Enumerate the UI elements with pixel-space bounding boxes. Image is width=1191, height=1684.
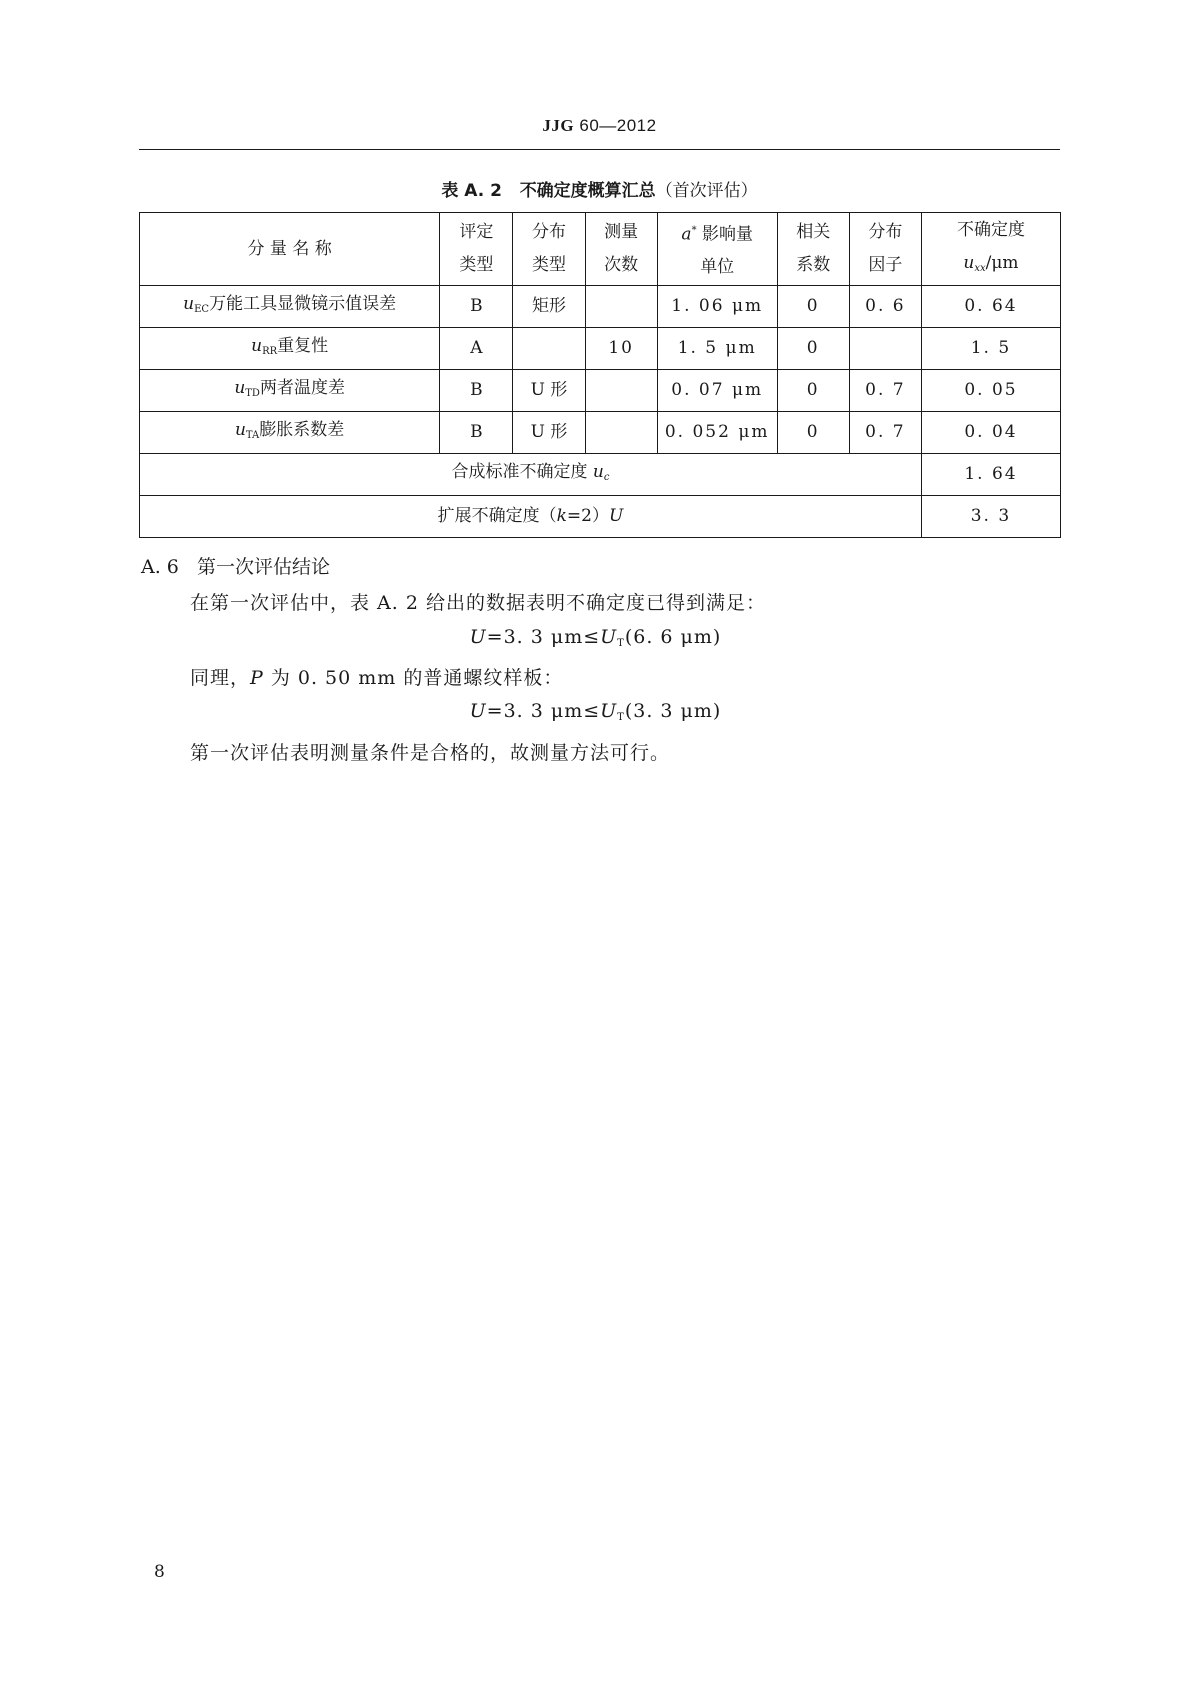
header-rule xyxy=(139,149,1060,150)
equation-2: U=3. 3 $\mu m\le U_T(3$. 3 μm) xyxy=(469,700,722,723)
page-number: 8 xyxy=(154,1562,165,1582)
paragraph-3: 第一次评估表明测量条件是合格的，故测量方法可行。 xyxy=(190,742,671,764)
section-heading xyxy=(141,552,330,579)
header-uncertainty: 不确定度 $u_{xx}/\mu m$ xyxy=(921,213,1060,286)
table-caption xyxy=(139,176,1060,201)
uncertainty-table xyxy=(139,212,1061,538)
equation-1: U=3. 3 $\mu m\le U_T(6$. 6 μm) xyxy=(469,626,722,649)
combined-uncertainty-row: 合成标准不确定度 $u_c$ 1. 64 xyxy=(140,454,1061,496)
expanded-uncertainty-row: 扩展不确定度（k=2）U 3. 3 xyxy=(140,496,1061,538)
table-note: （首次评估） xyxy=(655,181,758,201)
document-header xyxy=(139,116,1060,136)
header-component-name: 分 量 名 称 xyxy=(140,213,440,286)
table-row: $u_{RR}$重复性 A 10 1. 5 μm 0 1. 5 xyxy=(140,328,1061,370)
section-number: A. 6 xyxy=(141,556,179,578)
table-title: 不确定度概算汇总 xyxy=(519,181,656,201)
header-count: 测量 次数 xyxy=(585,213,657,286)
paragraph-1: 在第一次评估中，表 A. 2 给出的数据表明不确定度已得到满足： xyxy=(190,592,766,614)
header-distribution: 分布 类型 xyxy=(513,213,585,286)
table-row: $u_{TD}$两者温度差 B U 形 0. 07 μm 0 0. 7 0. 05 xyxy=(140,370,1061,412)
standard-year: 60—2012 xyxy=(574,116,657,135)
section-title: 第一次评估结论 xyxy=(197,556,331,578)
table-header-row xyxy=(140,213,1061,286)
header-a-unit: a* 影响量 单位 xyxy=(657,213,777,286)
table-label: 表 A. 2 xyxy=(441,181,502,201)
table-row: $u_{EC}$万能工具显微镜示值误差 B 矩形 1. 06 μm 0 0. 6 0. 64 xyxy=(140,286,1061,328)
standard-code: JJG xyxy=(542,116,575,135)
header-eval-type: 评定 类型 xyxy=(440,213,513,286)
header-dist-factor: 分布 因子 xyxy=(849,213,921,286)
table-row: $u_{TA}$膨胀系数差 B U 形 0. 052 μm 0 0. 7 0. 04 xyxy=(140,412,1061,454)
header-correlation: 相关 系数 xyxy=(777,213,849,286)
paragraph-2: 同理，P 为 0. 50 mm 的普通螺纹样板： xyxy=(190,667,564,689)
